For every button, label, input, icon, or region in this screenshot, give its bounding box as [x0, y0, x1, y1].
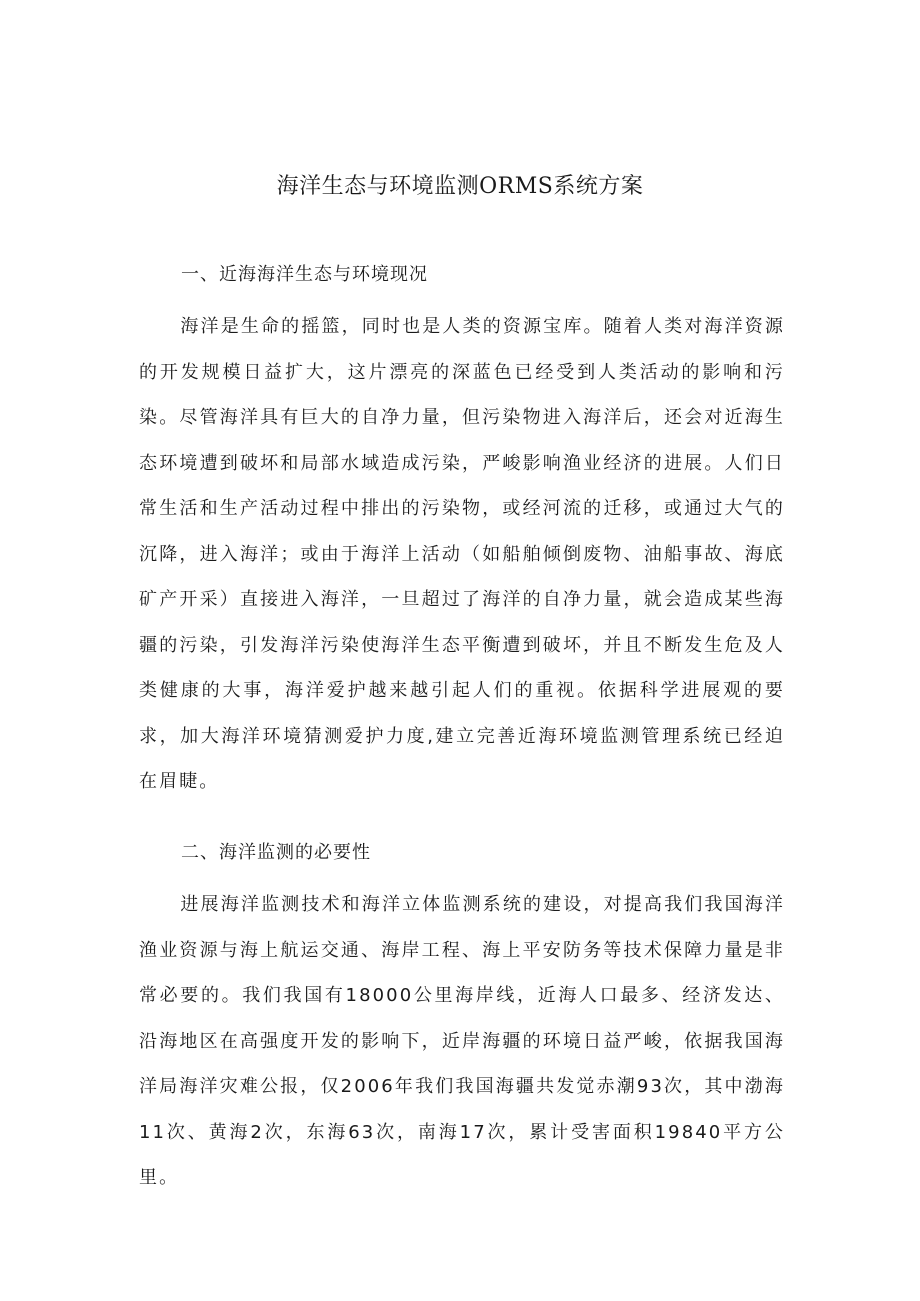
document-title: 海洋生态与环境监测ORMS系统方案	[276, 174, 644, 199]
section-heading: 二、海洋监测的必要性	[181, 842, 371, 863]
section-paragraph: 海洋是生命的摇篮，同时也是人类的资源宝库。随着人类对海洋资源的开发规模日益扩大，这片漂亮的深蓝色已经受到人类活动的影响和污染。尽管海洋具有巨大的自净力量，但污染物进入海洋后，还会对近海生态环境遭到破坏和局部水域造成污染，严峻影响渔业经济的进展。人们日常生活和生产活动过程中排出的污染物，或经河流的迁移，或通过大气的沉降，进入海洋；或由于海洋上活动（如船舶倾倒废物、油船事故、海底矿产开采）直接进入海洋，一旦超过了海洋的自净力量，就会造成某些海疆的污染，引发海洋污染使海洋生态平衡遭到破坏，并且不断发生危及人类健康的大事，海洋爱护越来越引起人们的重视。依据科学进展观的要求，加大海洋环境猜测爱护力度,建立完善近海环境监测管理系统已经迫在眉睫。	[139, 316, 785, 792]
section-necessity	[139, 836, 785, 1201]
section-current-status	[139, 258, 785, 805]
section-heading: 一、近海海洋生态与环境现况	[181, 264, 428, 285]
section-paragraph: 进展海洋监测技术和海洋立体监测系统的建设，对提高我们我国海洋渔业资源与海上航运交通、海岸工程、海上平安防务等技术保障力量是非常必要的。我们我国有18000公里海岸线，近海人口最多、经济发达、沿海地区在高强度开发的影响下，近岸海疆的环境日益严峻，依据我国海洋局海洋灾难公报，仅2006年我们我国海疆共发觉赤潮93次，其中渤海11次、黄海2次，东海63次，南海17次，累计受害面积19840平方公里。	[139, 894, 785, 1188]
